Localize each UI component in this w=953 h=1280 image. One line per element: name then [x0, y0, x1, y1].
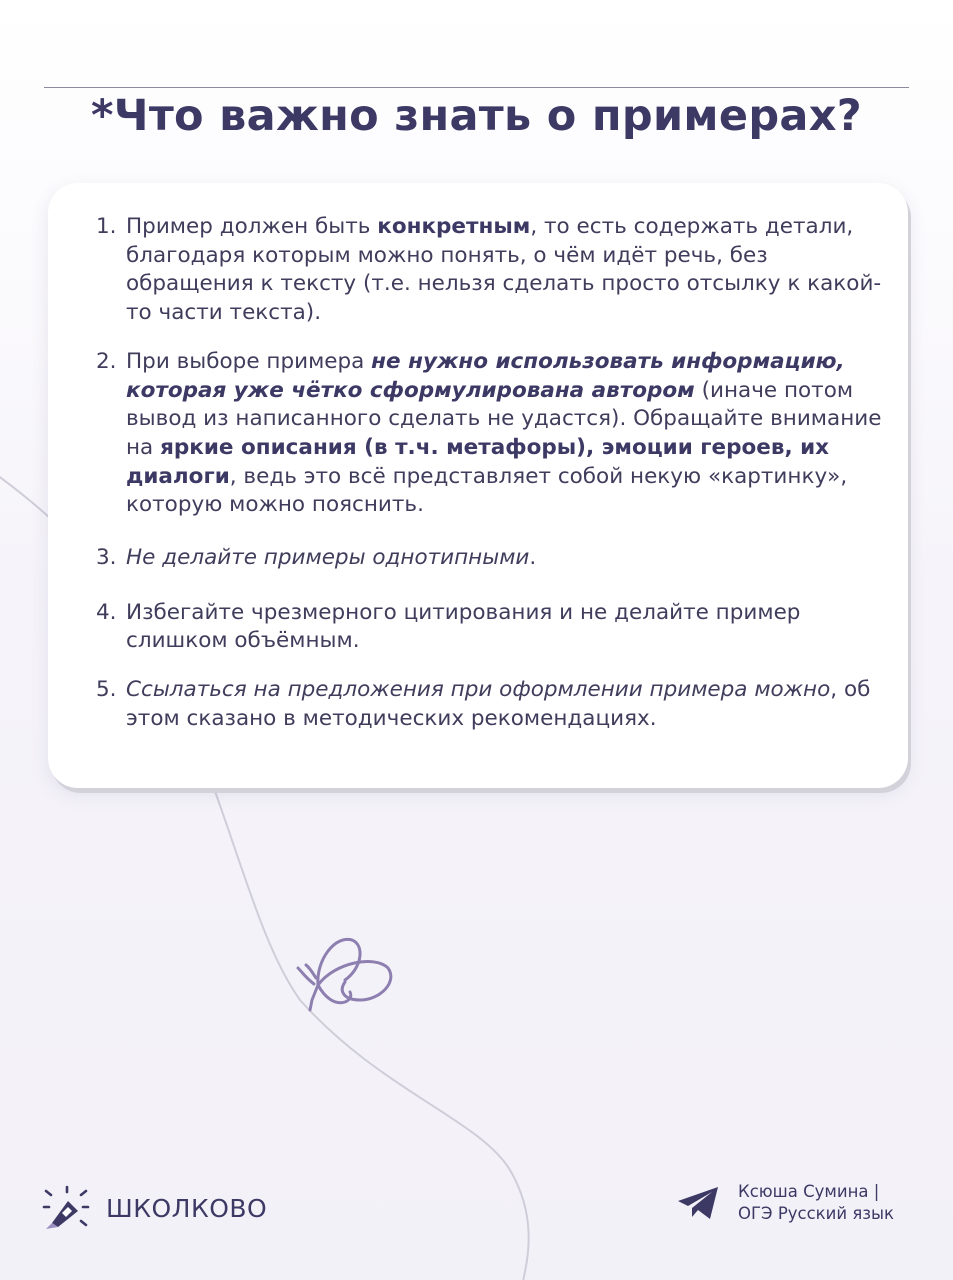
author-text [738, 1181, 894, 1225]
tip-number: 3. [96, 545, 117, 571]
tip-text: Пример должен быть конкретным, то есть содержать детали, благодаря которым можно понять, о чём идёт речь, без обращения к тексту (т.е. нельзя сделать просто отсылку к какой-то части текста). [126, 214, 882, 326]
tips-list [96, 213, 886, 734]
brand-name: ШКОЛКОВО [106, 1193, 268, 1223]
author-credit[interactable] [676, 1181, 894, 1225]
emphasis: конкретным [377, 214, 531, 239]
emphasis: Ссылаться на предложения при оформлении примера можно [126, 677, 831, 703]
tip-number: 4. [96, 599, 117, 625]
tip-item-5 [96, 676, 886, 733]
emphasis: яркие описания (в т.ч. метафоры), эмоции героев, их диалоги [126, 434, 830, 489]
pencil-sparkle-icon [42, 1185, 90, 1231]
tips-card [48, 183, 908, 788]
tip-item-3 [96, 544, 886, 573]
tip-text: Избегайте чрезмерного цитирования и не делайте пример слишком объёмным. [126, 599, 801, 654]
emphasis: не нужно использовать информацию, которая уже чётко сформулирована автором [126, 348, 845, 403]
tip-number: 1. [96, 214, 117, 239]
butterfly-icon [298, 939, 391, 1010]
tip-item-4 [96, 599, 886, 656]
tip-text: Ссылаться на предложения при оформлении примера можно, об этом сказано в методических рекомендациях. [126, 677, 871, 731]
tip-number: 2. [96, 348, 117, 374]
author-course: ОГЭ Русский язык [738, 1204, 895, 1223]
tip-item-1 [96, 213, 886, 328]
tip-text: Не делайте примеры однотипными. [126, 545, 537, 571]
brand-logo[interactable] [42, 1185, 267, 1231]
author-name: Ксюша Сумина | [738, 1182, 880, 1201]
emphasis: Не делайте примеры однотипными [126, 545, 530, 571]
tip-item-2 [96, 348, 886, 520]
tip-text: При выборе примера не нужно использовать информацию, которая уже чётко сформулирована автором (иначе потом вывод из написанного сделать не удастся). Обращайте внимание на яркие описания (в т.ч. метафоры), эмоции героев, их диалоги, ведь это всё представляет собой некую «картинку», которую можно пояснить. [126, 348, 882, 518]
tip-number: 5. [96, 677, 117, 703]
page-title: *Что важно знать о примерах? [90, 91, 863, 141]
telegram-icon [676, 1184, 720, 1222]
